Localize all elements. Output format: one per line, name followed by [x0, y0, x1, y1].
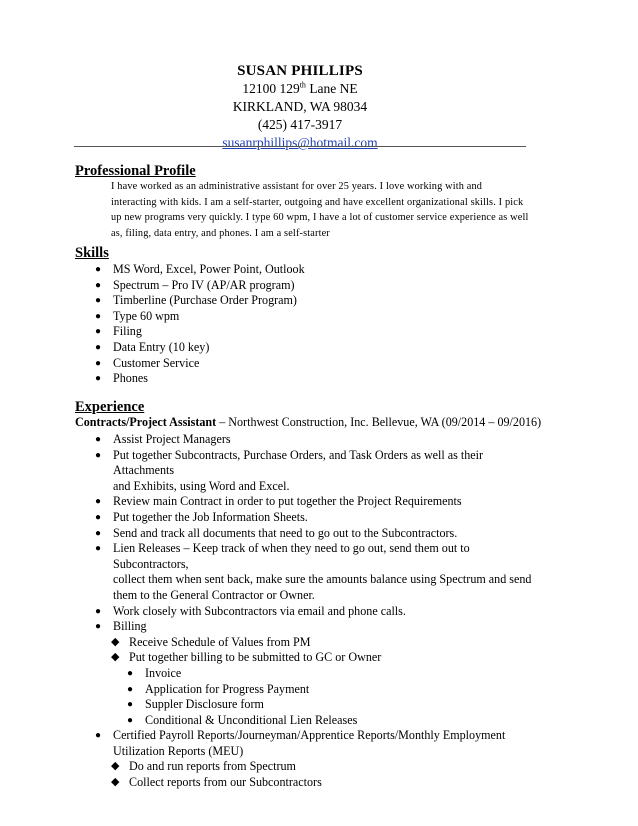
- duty-item: [95, 604, 545, 620]
- list-item-text: Assist Project Managers: [113, 432, 231, 446]
- list-item-text: Spectrum – Pro IV (AP/AR program): [113, 277, 295, 292]
- circle-bullet-icon: ●: [95, 341, 102, 353]
- circle-bullet-icon: ●: [127, 714, 134, 726]
- list-item-text: Review main Contract in order to put together the Project Requirements: [113, 494, 462, 509]
- job-heading: [75, 414, 545, 430]
- circle-bullet-icon: ●: [95, 434, 102, 445]
- list-item-text: Receive Schedule of Values from PM: [129, 634, 311, 649]
- circle-bullet-icon: ●: [95, 511, 102, 523]
- duties-list: [95, 432, 545, 791]
- duty-item: [95, 510, 545, 526]
- skills-heading: Skills: [75, 245, 109, 261]
- city-state-zip: KIRKLAND, WA 98034: [232, 99, 368, 114]
- circle-bullet-icon: ●: [95, 730, 102, 742]
- circle-bullet-icon: ●: [127, 699, 134, 711]
- profile-line: up new programs very quickly. I type 60 wpm, I have a lot of customer service experience as well: [111, 212, 529, 224]
- phone-number: (425) 417-3917: [257, 117, 343, 132]
- duty-item: [95, 494, 545, 510]
- skill-item: [95, 262, 535, 278]
- list-item-text: them to the General Contractor or Owner.: [113, 587, 315, 602]
- diamond-bullet-icon: ◆: [111, 651, 120, 664]
- duty-item: [127, 713, 545, 729]
- skill-item: [95, 278, 535, 294]
- circle-bullet-icon: ●: [95, 279, 102, 291]
- circle-bullet-icon: ●: [95, 295, 102, 307]
- skill-item: [95, 324, 535, 340]
- list-item-text: Suppler Disclosure form: [145, 697, 264, 712]
- address-street: Lane NE: [305, 81, 358, 96]
- skill-item: [95, 309, 535, 325]
- circle-bullet-icon: ●: [95, 310, 102, 322]
- list-item-text: Phones: [113, 371, 148, 386]
- circle-bullet-icon: ●: [95, 605, 102, 617]
- list-item-text: Put together billing to be submitted to GC or Owner: [129, 650, 382, 665]
- profile-line: interacting with kids. I am a self-starter, outgoing and have excellent organizational skills. I pick: [111, 196, 524, 208]
- diamond-bullet-icon: ◆: [111, 760, 120, 773]
- circle-bullet-icon: ●: [95, 326, 102, 338]
- list-item-text: MS Word, Excel, Power Point, Outlook: [113, 262, 305, 276]
- list-item-text: Do and run reports from Spectrum: [129, 759, 296, 774]
- profile-line: as, filing, data entry, and phones. I am a self-starter: [111, 227, 330, 239]
- duty-item: [95, 541, 545, 603]
- list-item-text: Conditional & Unconditional Lien Releases: [145, 712, 358, 727]
- header-divider: [74, 146, 526, 147]
- skill-item: [95, 293, 535, 309]
- list-item-text: Send and track all documents that need to go out to the Subcontractors.: [113, 525, 458, 540]
- list-item-text: and Exhibits, using Word and Excel.: [113, 478, 290, 493]
- circle-bullet-icon: ●: [95, 496, 102, 508]
- list-item-text: Put together the Job Information Sheets.: [113, 509, 308, 524]
- list-item-text: Customer Service: [113, 355, 200, 370]
- circle-bullet-icon: ●: [95, 527, 102, 539]
- list-item-text: Collect reports from our Subcontractors: [129, 775, 322, 790]
- experience-heading: Experience: [75, 399, 145, 415]
- list-item-text: Filing: [113, 324, 142, 339]
- list-item-text: Utilization Reports (MEU): [113, 743, 244, 758]
- list-item-text: Type 60 wpm: [113, 308, 180, 323]
- skills-list: [95, 262, 535, 387]
- circle-bullet-icon: ●: [95, 373, 102, 385]
- circle-bullet-icon: ●: [95, 543, 102, 555]
- diamond-bullet-icon: ◆: [111, 635, 120, 648]
- list-item-text: Certified Payroll Reports/Journeyman/Apprentice Reports/Monthly Employment: [113, 728, 506, 743]
- circle-bullet-icon: ●: [95, 264, 102, 275]
- street-address: [74, 80, 526, 98]
- skill-item: [95, 340, 535, 356]
- circle-bullet-icon: ●: [95, 621, 102, 633]
- resume-header: [74, 62, 526, 152]
- job-title: Contracts/Project Assistant: [75, 415, 217, 429]
- circle-bullet-icon: ●: [127, 683, 134, 695]
- list-item-text: Billing: [113, 619, 147, 634]
- list-item-text: Data Entry (10 key): [113, 339, 210, 354]
- duty-item: [95, 728, 545, 759]
- list-item-text: collect them when sent back, make sure the amounts balance using Spectrum and send: [113, 572, 532, 587]
- profile-heading: Professional Profile: [75, 163, 196, 179]
- duty-item: [127, 697, 545, 713]
- duty-item: [111, 775, 545, 791]
- duty-item: [127, 666, 545, 682]
- duty-item: [95, 448, 545, 495]
- profile-line: I have worked as an administrative assistant for over 25 years. I love working with and: [111, 181, 483, 192]
- skill-item: [95, 371, 535, 387]
- diamond-bullet-icon: ◆: [111, 776, 120, 789]
- duty-item: [111, 759, 545, 775]
- duty-item: [95, 619, 545, 635]
- list-item-text: Application for Progress Payment: [145, 681, 310, 696]
- address-number: 12100 129: [242, 81, 300, 96]
- profile-text: [111, 179, 531, 241]
- circle-bullet-icon: ●: [95, 449, 102, 461]
- address-ordinal: th: [299, 80, 306, 90]
- duty-item: [95, 526, 545, 542]
- skill-item: [95, 356, 535, 372]
- duty-item: [95, 432, 545, 448]
- list-item-text: Lien Releases – Keep track of when they need to go out, send them out to Subcontractors,: [113, 541, 470, 571]
- circle-bullet-icon: ●: [127, 667, 134, 679]
- list-item-text: Work closely with Subcontractors via email and phone calls.: [113, 603, 406, 618]
- duty-item: [111, 635, 545, 651]
- list-item-text: Invoice: [145, 665, 182, 680]
- list-item-text: Put together Subcontracts, Purchase Orders, and Task Orders as well as their Attachments: [113, 447, 484, 478]
- candidate-name: SUSAN PHILLIPS: [237, 63, 363, 79]
- circle-bullet-icon: ●: [95, 357, 102, 369]
- list-item-text: Timberline (Purchase Order Program): [113, 293, 297, 308]
- job-details: – Northwest Construction, Inc. Bellevue, WA (09/2014 – 09/2016): [216, 415, 542, 429]
- duty-item: [127, 682, 545, 698]
- email-link[interactable]: susanrphillips@hotmail.com: [222, 135, 378, 150]
- duty-item: [111, 650, 545, 666]
